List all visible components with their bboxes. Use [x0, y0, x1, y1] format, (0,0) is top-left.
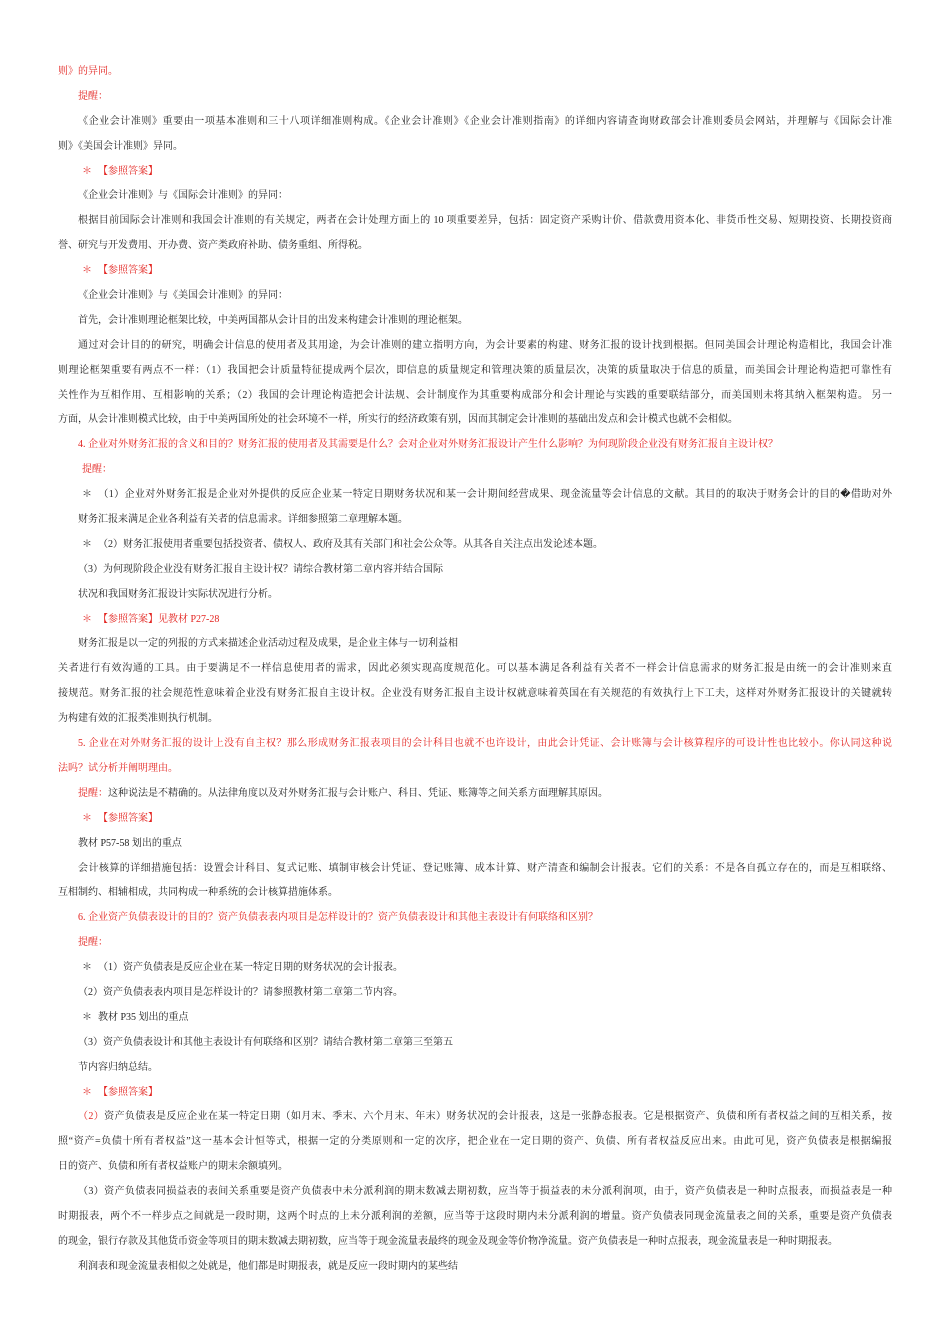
hint-text-line — [58, 956, 892, 981]
hint-text-line — [58, 533, 892, 558]
hint-label: 提醒： — [82, 464, 112, 476]
reference-answer-label — [58, 608, 892, 633]
question-3-title-tail: 则》的异同。 — [58, 66, 118, 77]
reference-answer-text: 【参照答案】 — [98, 812, 158, 824]
reference-answer-label — [58, 1081, 892, 1106]
reference-answer-text: 【参照答案】 — [98, 1086, 158, 1098]
hint-label: 提醒： — [78, 90, 108, 102]
question-5-title: 5. 企业在对外财务汇报的设计上没有自主权？那么形成财务汇报表项目的会计科目也就不也许设计，由此会计凭证、会计账簿与会计核算程序的可设计性也比较小。你认同这种说 — [78, 738, 892, 750]
hint-label: 提醒： — [78, 937, 108, 949]
reference-answer-text: 【参照答案】 — [98, 165, 158, 177]
answer-text-line: 财务汇报是以一定的列报的方式来描述企业活动过程及成果，是企业主体与一切利益相 — [78, 638, 458, 650]
answer-text-line: 首先，会计准则理论框架比较，中美两国都从会计目的出发来构建会计准则的理论框架。 — [78, 314, 468, 326]
answer-text-line: 接规范。财务汇报的社会规范性意味着企业没有财务汇报自主设计权。企业没有财务汇报自主设计权就意味着英国在有关规范的有效执行上下工夫，这样对外财务汇报设计的关键就转 — [58, 688, 892, 700]
answer-text-line: 根据目前国际会计准则和我国会计准则的有关规定，两者在会计处理方面上的 10 项重要差异，包括：固定资产采购计价、借款费用资本化、非货币性交易、短期投资、长期投资商 — [78, 215, 892, 227]
hint-text: （2）财务汇报使用者重要包括投资者、债权人、政府及其有关部门和社会公众等。从其各自关注点出发论述本题。 — [98, 538, 603, 550]
answer-text-line — [58, 1105, 892, 1130]
answer-subheading: 《企业会计准则》与《美国会计准则》的异同： — [78, 290, 288, 302]
answer-text-line: 时期报表，两个不一样步点之间就是一段时期，这两个时点的上未分派利润的差额，应当等于这段时期内未分派利润的增量。资产负债表同现金流量表之间的关系，重要是资产负债表 — [58, 1210, 892, 1222]
answer-text-line: 利润表和现金流量表相似之处就是，他们都是时期报表，就是反应一段时期内的某些结 — [78, 1260, 458, 1272]
asterisk-marker: ＊ — [82, 489, 92, 501]
hint-text-line: 状况和我国财务汇报设计实际状况进行分析。 — [78, 588, 278, 600]
answer-text: 资产负债表是反应企业在某一特定日期（如月末、季末、六个月末、年末）财务状况的会计报表，这是一张静态报表。它是根据资产、负债和所有者权益之间的互相关系，按 — [104, 1111, 892, 1123]
asterisk-marker: ＊ — [82, 538, 92, 550]
answer-text-line: 互相制约、相辅相成，共同构成一种系统的会计核算措施体系。 — [58, 887, 338, 899]
asterisk-marker: ＊ — [82, 962, 92, 974]
reference-answer-text: 【参照答案】 — [98, 265, 158, 277]
answer-text-line: 为构建有效的汇报类准则执行机制。 — [58, 713, 218, 725]
answer-text-line: 方面，从会计准则模式比较，由于中美两国所处的社会环境不一样，所实行的经济政策有别，因而其制定会计准则的基础出发点和会计模式也就不会相似。 — [58, 414, 738, 426]
hint-text-line — [58, 483, 892, 508]
hint-text: 这种说法是不精确的。从法律角度以及对外财务汇报与会计账户、科目、凭证、账簿等之间关系方面理解其原因。 — [108, 787, 608, 799]
reference-answer-label — [58, 160, 892, 185]
hint-text: （1）资产负债表是反应企业在某一特定日期的财务状况的会计报表。 — [98, 962, 403, 974]
asterisk-marker: ＊ — [82, 1011, 92, 1023]
hint-label: 提醒： — [78, 787, 108, 799]
reference-answer-label — [58, 807, 892, 832]
hint-text: （1）企业对外财务汇报是企业对外提供的反应企业某一特定日期财务状况和某一会计期间经营成果、现金流量等会计信息的文献。其目的的取决于财务会计的目的�借助对外 — [98, 489, 892, 501]
answer-text-line: 教材 P57-58 划出的重点 — [78, 837, 182, 849]
hint-text-line: 财务汇报来满足企业各利益有关者的信息需求。详细参照第二章理解本题。 — [78, 514, 408, 526]
answer-text-line: 通过对会计目的的研究，明确会计信息的使用者及其用途，为会计准则的建立指明方向，为会计要素的构建、财务汇报的设计找到根据。但同美国会计理论构造相比，我国会计准 — [78, 339, 892, 351]
answer-text-line: 则理论框架重要有两点不一样：（1）我国把会计质量特征提成两个层次，即信息的质量规定和管理决策的质量层次，决策的质量取决于信息的质量，而美国会计理论构造把可靠性有 — [58, 364, 892, 376]
asterisk-marker: ＊ — [82, 812, 92, 824]
answer-text-line: 照“资产=负债十所有者权益”这一基本会计恒等式，根据一定的分类原则和一定的次序，把企业在一定日期的资产、负债、所有者权益反应出来。由此可见，资产负债表是根据编报 — [58, 1136, 892, 1148]
item-number-label: （2） — [78, 1111, 105, 1123]
answer-text-line: 日的资产、负债和所有者权益账户的期末余额填列。 — [58, 1161, 288, 1173]
question-6-title: 6. 企业资产负债表设计的目的？资产负债表表内项目是怎样设计的？资产负债表设计和其他主表设计有何联络和区别？ — [78, 912, 598, 924]
hint-text-line: 则》《美国会计准则》异同。 — [58, 140, 183, 152]
hint-text-line: 《企业会计准则》重要由一项基本准则和三十八项详细准则构成。《企业会计准则》《企业会计准则指南》的详细内容请查询财政部会计准则委员会网站，并理解与《国际会计准 — [78, 115, 892, 127]
asterisk-marker: ＊ — [82, 1086, 92, 1098]
document-body — [58, 60, 892, 1280]
hint-text-line — [58, 1006, 892, 1031]
question-4-title: 4. 企业对外财务汇报的含义和目的？财务汇报的使用者及其需要是什么？会对企业对外财务汇报设计产生什么影响？为何现阶段企业没有财务汇报自主设计权？ — [78, 439, 778, 451]
answer-subheading: 《企业会计准则》与《国际会计准则》的异同： — [78, 190, 288, 202]
hint-text-line: （3）为何现阶段企业没有财务汇报自主设计权？请综合教材第二章内容并结合国际 — [78, 563, 443, 575]
hint-text: 教材 P35 划出的重点 — [98, 1011, 189, 1023]
hint-text-line: 节内容归纳总结。 — [78, 1061, 158, 1073]
answer-text-line: （3）资产负债表同损益表的表间关系重要是资产负债表中未分派利润的期末数减去期初数，应当等于损益表的未分派利润项，由于，资产负债表是一种时点报表，而损益表是一种 — [78, 1186, 892, 1198]
answer-text-line: 关性作为互相作用、互相影响的关系；（2）我国的会计理论构造把会计法规、会计制度作为其重要构成部分和会计理论与实践的重要联结部分，而美国则未将其纳入框架构造。 另一 — [58, 389, 892, 401]
hint-text-line: （3）资产负债表设计和其他主表设计有何联络和区别？请结合教材第二章第三至第五 — [78, 1036, 453, 1048]
hint-text-line: （2）资产负债表表内项目是怎样设计的？请参照教材第二章第二节内容。 — [78, 986, 403, 998]
answer-text-line: 关者进行有效沟通的工具。由于要满足不一样信息使用者的需求，因此必须实现高度规范化。可以基本满足各利益有关者不一样会计信息需求的财务汇报是由统一的会计准则来直 — [58, 663, 892, 675]
hint-text-line — [58, 782, 892, 807]
asterisk-marker: ＊ — [82, 165, 92, 177]
answer-text-line: 誉、研究与开发费用、开办费、资产类政府补助、债务重组、所得税。 — [58, 240, 368, 252]
asterisk-marker: ＊ — [82, 265, 92, 277]
answer-text-line: 的现金，银行存款及其他货币资金等项目的期末数减去期初数，应当等于现金流量表最终的现金及现金等价物净流量。资产负债表是一种时点报表，现金流量表是一种时期报表。 — [58, 1235, 838, 1247]
answer-text-line: 会计核算的详细措施包括：设置会计科目、复式记账、填制审核会计凭证、登记账簿、成本计算、财产清查和编制会计报表。它们的关系：不是各自孤立存在的，而是互相联络、 — [78, 862, 892, 874]
reference-answer-text: 【参照答案】见教材 P27-28 — [98, 613, 220, 625]
reference-answer-label — [58, 259, 892, 284]
question-5-title: 法吗？试分析并阐明理由。 — [58, 762, 178, 774]
asterisk-marker: ＊ — [82, 613, 92, 625]
